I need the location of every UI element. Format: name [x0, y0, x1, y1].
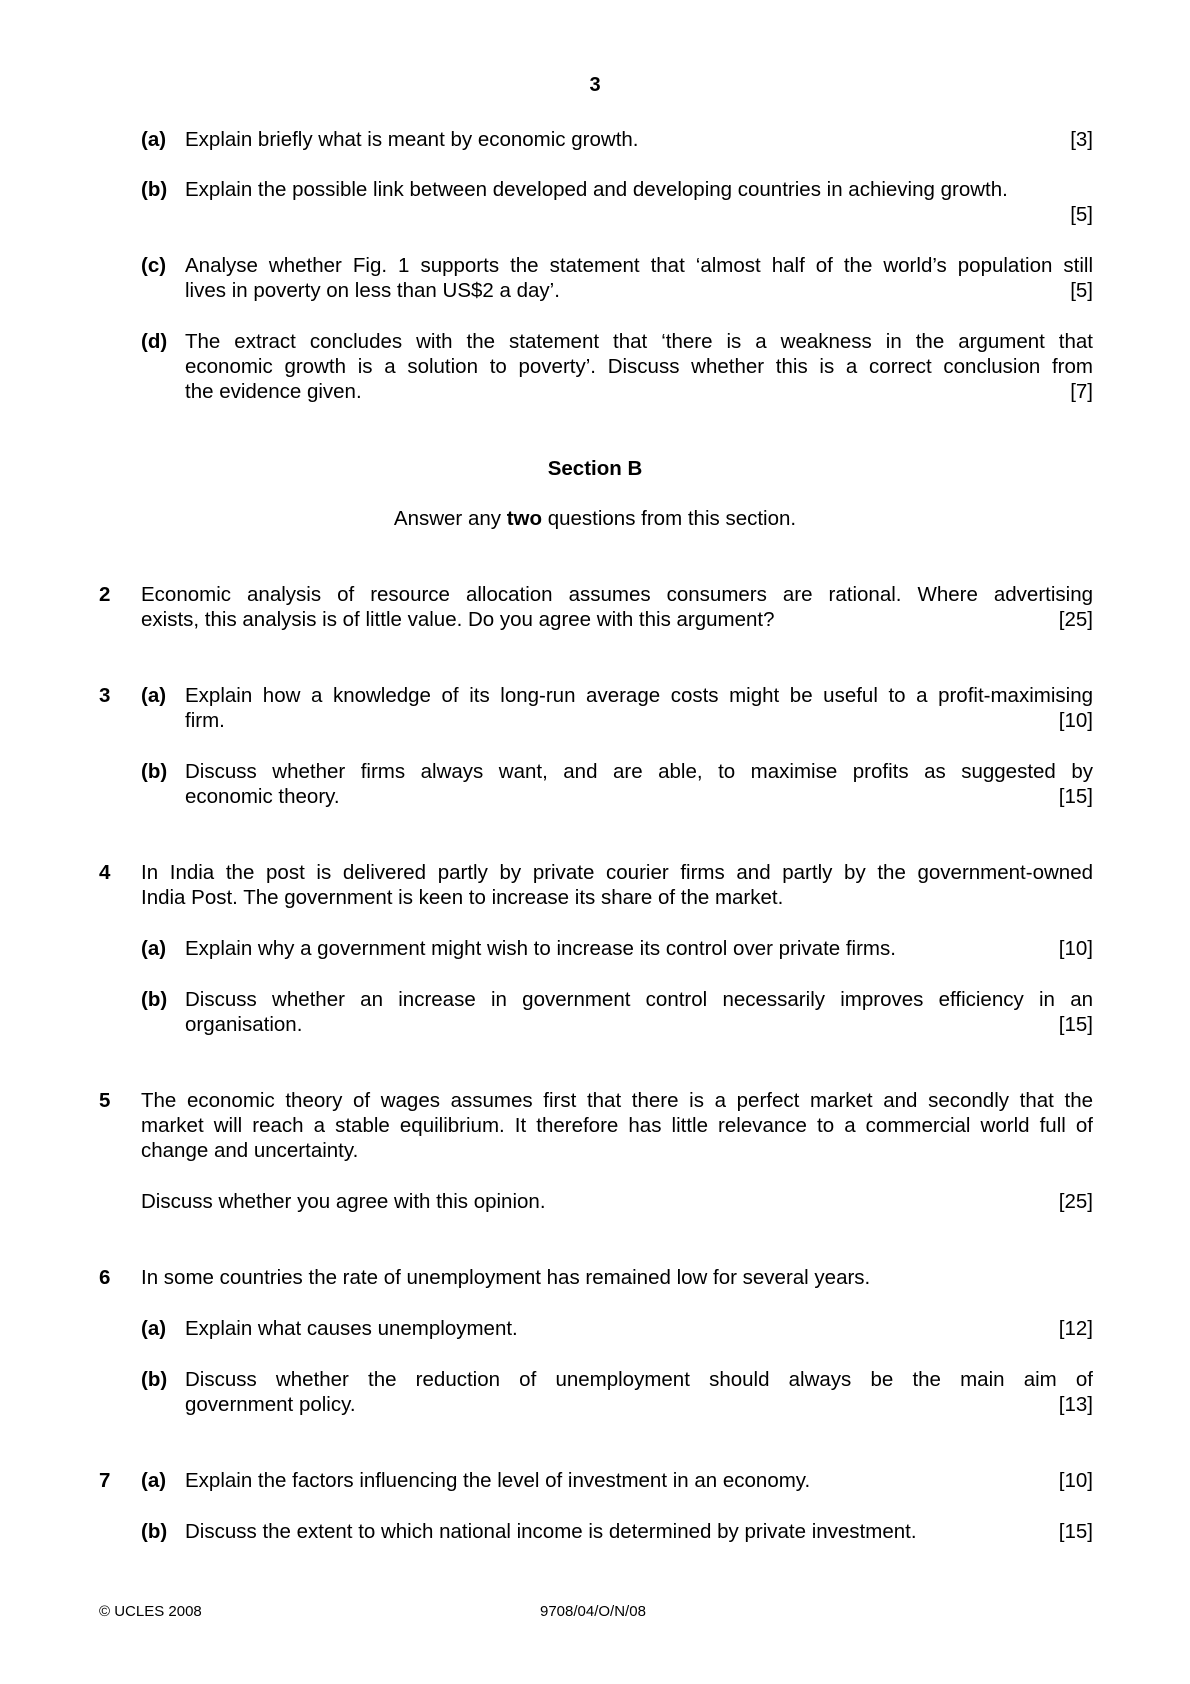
q1c-label: (c): [141, 254, 167, 277]
footer-copyright: © UCLES 2008: [99, 1603, 202, 1620]
q6b-label: (b): [141, 1368, 168, 1391]
section-title: Section B: [547, 457, 643, 480]
q6b-line-1: Discuss whether the reduction of unemployment should always be the main aim of: [185, 1368, 1093, 1391]
q3a-mark: [10]: [1058, 709, 1093, 732]
q5-stem-line-2: market will reach a stable equilibrium. It therefore has little relevance to a commercial world full of: [141, 1114, 1093, 1137]
q5-stem-line-3: change and uncertainty.: [141, 1139, 359, 1162]
q4a-label: (a): [141, 937, 167, 960]
q3b-line-2: economic theory.: [185, 785, 340, 808]
q4-number: 4: [99, 861, 111, 884]
q7-number: 7: [99, 1469, 111, 1492]
q6a-mark: [12]: [1058, 1317, 1093, 1340]
q2-line-2: exists, this analysis is of little value. Do you agree with this argument?: [141, 608, 775, 631]
q3b-line-1: Discuss whether firms always want, and are able, to maximise profits as suggested by: [185, 760, 1093, 783]
q3b-mark: [15]: [1058, 785, 1093, 808]
q3-number: 3: [99, 684, 111, 707]
q1c-line-1: Analyse whether Fig. 1 supports the statement that ‘almost half of the world’s population still: [185, 254, 1093, 277]
q1c-mark: [5]: [1070, 279, 1093, 302]
q6-number: 6: [99, 1266, 111, 1289]
q3b-label: (b): [141, 760, 168, 783]
q1d-mark: [7]: [1070, 380, 1093, 403]
q4a-line-1: Explain why a government might wish to increase its control over private firms.: [185, 937, 896, 960]
q7a-label: (a): [141, 1469, 167, 1492]
q5-number: 5: [99, 1089, 111, 1112]
q6b-line-2: government policy.: [185, 1393, 356, 1416]
q3a-label: (a): [141, 684, 167, 707]
q4-stem-line-1: In India the post is delivered partly by private courier firms and partly by the government-owned: [141, 861, 1093, 884]
q7a-line-1: Explain the factors influencing the level of investment in an economy.: [185, 1469, 811, 1492]
q1d-line-3: the evidence given.: [185, 380, 362, 403]
q7b-line-1: Discuss the extent to which national income is determined by private investment.: [185, 1520, 917, 1543]
q1c-line-2: lives in poverty on less than US$2 a day’.: [185, 279, 560, 302]
q7b-mark: [15]: [1058, 1520, 1093, 1543]
q7b-label: (b): [141, 1520, 168, 1543]
q5-mark: [25]: [1058, 1190, 1093, 1213]
q3a-line-1: Explain how a knowledge of its long-run average costs might be useful to a profit-maximising: [185, 684, 1093, 707]
q1a-line-1: Explain briefly what is meant by economic growth.: [185, 128, 639, 151]
q1d-line-1: The extract concludes with the statement that ‘there is a weakness in the argument that: [185, 330, 1093, 353]
q6a-line-1: Explain what causes unemployment.: [185, 1317, 518, 1340]
q1b-label: (b): [141, 178, 168, 201]
q1d-line-2: economic growth is a solution to poverty’. Discuss whether this is a correct conclusion from: [185, 355, 1093, 378]
q5-stem-line-1: The economic theory of wages assumes first that there is a perfect market and secondly that the: [141, 1089, 1093, 1112]
q1d-label: (d): [141, 330, 168, 353]
q1a-mark: [3]: [1070, 128, 1093, 151]
q4b-mark: [15]: [1058, 1013, 1093, 1036]
q2-number: 2: [99, 583, 111, 606]
page-number: 3: [589, 74, 601, 96]
q4b-label: (b): [141, 988, 168, 1011]
q7a-mark: [10]: [1058, 1469, 1093, 1492]
q1b-line-1: Explain the possible link between developed and developing countries in achieving growth.: [185, 178, 1008, 201]
section-instruction: Answer any two questions from this section.: [393, 507, 797, 530]
q4b-line-2: organisation.: [185, 1013, 303, 1036]
q3a-line-2: firm.: [185, 709, 225, 732]
q1b-mark: [5]: [1070, 203, 1093, 226]
q5-task: Discuss whether you agree with this opinion.: [141, 1190, 546, 1213]
q4-stem-line-2: India Post. The government is keen to increase its share of the market.: [141, 886, 784, 909]
q1a-label: (a): [141, 128, 167, 151]
q6a-label: (a): [141, 1317, 167, 1340]
q6b-mark: [13]: [1058, 1393, 1093, 1416]
q6-stem: In some countries the rate of unemployment has remained low for several years.: [141, 1266, 871, 1289]
q4a-mark: [10]: [1058, 937, 1093, 960]
footer-paper-code: 9708/04/O/N/08: [540, 1603, 646, 1620]
q2-line-1: Economic analysis of resource allocation assumes consumers are rational. Where advertising: [141, 583, 1093, 606]
q2-mark: [25]: [1058, 608, 1093, 631]
q4b-line-1: Discuss whether an increase in government control necessarily improves efficiency in an: [185, 988, 1093, 1011]
